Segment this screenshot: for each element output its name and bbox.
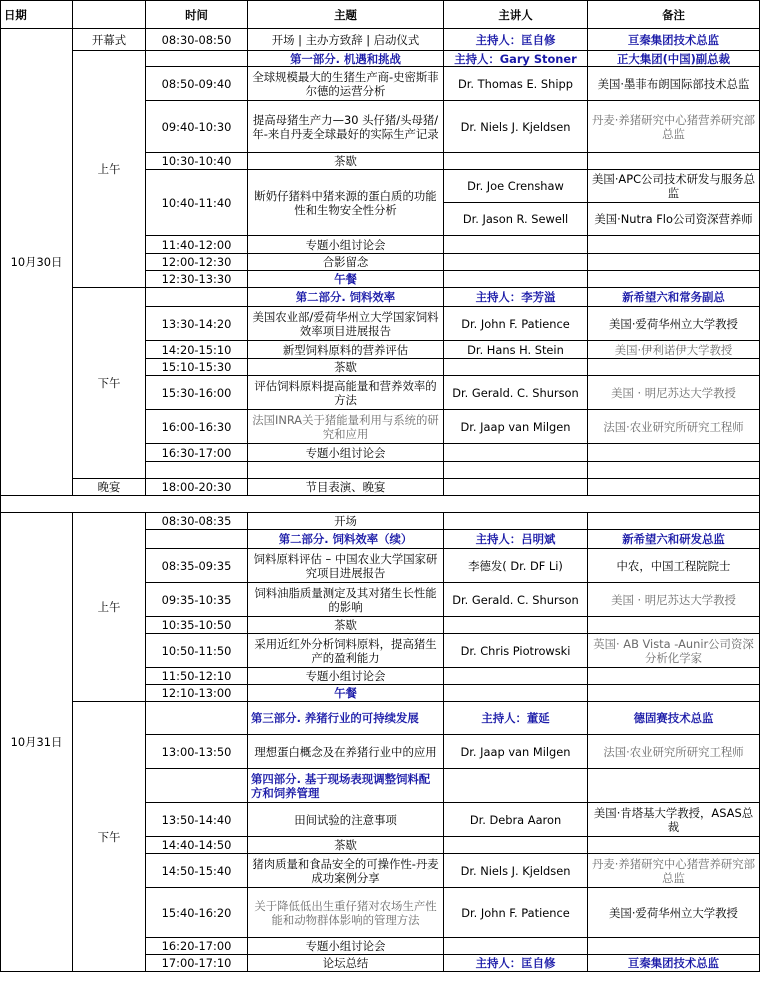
speaker-cell: Dr. Gerald. C. Shurson (444, 376, 588, 410)
speaker-cell (444, 513, 588, 530)
header-note: 备注 (588, 1, 760, 29)
topic-cell: 午餐 (248, 685, 444, 702)
speaker-cell (444, 668, 588, 685)
topic-cell: 提高母猪生产力—30 头仔猪/头母猪/年-来自丹麦全球最好的实际生产记录 (248, 101, 444, 153)
speaker-cell (444, 938, 588, 955)
header-session (73, 1, 146, 29)
topic-cell: 论坛总结 (248, 955, 444, 972)
speaker-cell (444, 769, 588, 803)
section-title: 第二部分. 饲料效率 (248, 288, 444, 307)
time-cell: 15:40-16:20 (146, 888, 248, 938)
table-row (1, 51, 760, 67)
speaker-cell: 主持人：匡自修 (444, 29, 588, 51)
time-cell: 08:50-09:40 (146, 67, 248, 101)
topic-cell: 关于降低低出生重仔猪对农场生产性能和动物群体影响的管理方法 (248, 888, 444, 938)
topic-cell (248, 462, 444, 479)
note-cell: 美国·爱荷华州立大学教授 (588, 888, 760, 938)
section-title: 第二部分. 饲料效率（续） (248, 530, 444, 549)
speaker-cell: Dr. Joe Crenshaw (444, 170, 588, 203)
topic-cell: 茶歇 (248, 359, 444, 376)
time-cell: 10:50-11:50 (146, 634, 248, 668)
note-cell: 新希望六和常务副总 (588, 288, 760, 307)
speaker-cell (444, 254, 588, 271)
speaker-cell: 主持人：董延 (444, 702, 588, 735)
note-cell: 美国·伊利诺伊大学教授 (588, 341, 760, 359)
speaker-cell (444, 617, 588, 634)
time-cell (146, 288, 248, 307)
note-cell: 中农，中国工程院院士 (588, 549, 760, 583)
topic-cell: 专题小组讨论会 (248, 444, 444, 462)
header-row (1, 1, 760, 29)
section-title: 第三部分. 养猪行业的可持续发展 (248, 702, 444, 735)
topic-cell: 评估饲料原料提高能量和营养效率的方法 (248, 376, 444, 410)
note-cell (588, 462, 760, 479)
speaker-cell (444, 236, 588, 254)
speaker-cell: Dr. Hans H. Stein (444, 341, 588, 359)
note-cell (588, 668, 760, 685)
time-cell: 08:30-08:50 (146, 29, 248, 51)
topic-cell: 专题小组讨论会 (248, 668, 444, 685)
topic-cell: 新型饲料原料的营养评估 (248, 341, 444, 359)
note-cell (588, 359, 760, 376)
topic-cell: 专题小组讨论会 (248, 938, 444, 955)
time-cell (146, 702, 248, 735)
topic-cell: 理想蛋白概念及在养猪行业中的应用 (248, 735, 444, 769)
time-cell (146, 462, 248, 479)
time-cell: 15:30-16:00 (146, 376, 248, 410)
topic-cell: 午餐 (248, 271, 444, 288)
time-cell: 11:50-12:10 (146, 668, 248, 685)
session-cell: 下午 (73, 288, 146, 479)
time-cell: 13:30-14:20 (146, 307, 248, 341)
speaker-cell (444, 462, 588, 479)
session-cell: 下午 (73, 702, 146, 972)
note-cell: 美国 · 明尼苏达大学教授 (588, 583, 760, 617)
topic-cell: 开场 | 主办方致辞 | 启动仪式 (248, 29, 444, 51)
time-cell (146, 769, 248, 803)
topic-cell: 茶歇 (248, 153, 444, 170)
speaker-cell: Dr. Thomas E. Shipp (444, 67, 588, 101)
topic-cell: 全球规模最大的生猪生产商-史密斯菲尔德的运营分析 (248, 67, 444, 101)
topic-cell: 采用近红外分析饲料原料，提高猪生产的盈利能力 (248, 634, 444, 668)
table-row (1, 702, 760, 735)
note-cell: 美国·APC公司技术研发与服务总监 (588, 170, 760, 203)
time-cell (146, 51, 248, 67)
topic-cell: 茶歇 (248, 617, 444, 634)
note-cell: 美国 · 明尼苏达大学教授 (588, 376, 760, 410)
note-cell: 亘秦集团技术总监 (588, 955, 760, 972)
day-cell: 10月30日 (1, 29, 73, 496)
header-topic: 主题 (248, 1, 444, 29)
speaker-cell (444, 271, 588, 288)
topic-cell: 专题小组讨论会 (248, 236, 444, 254)
day-separator (1, 496, 760, 513)
topic-cell: 节目表演、晚宴 (248, 479, 444, 496)
speaker-cell: Dr. Gerald. C. Shurson (444, 583, 588, 617)
time-cell: 16:20-17:00 (146, 938, 248, 955)
section-title: 第一部分. 机遇和挑战 (248, 51, 444, 67)
table-row (1, 513, 760, 530)
speaker-cell: Dr. Jaap van Milgen (444, 735, 588, 769)
speaker-cell: 李德发( Dr. DF Li) (444, 549, 588, 583)
note-cell: 丹麦·养猪研究中心猪营养研究部总监 (588, 101, 760, 153)
speaker-cell: Dr. Chris Piotrowski (444, 634, 588, 668)
speaker-cell (444, 359, 588, 376)
speaker-cell: Dr. John F. Patience (444, 307, 588, 341)
time-cell: 15:10-15:30 (146, 359, 248, 376)
note-cell (588, 271, 760, 288)
speaker-cell (444, 153, 588, 170)
topic-cell: 断奶仔猪料中猪来源的蛋白质的功能性和生物安全性分析 (248, 170, 444, 236)
note-cell (588, 444, 760, 462)
header-date: 日期 (1, 1, 73, 29)
time-cell: 13:50-14:40 (146, 803, 248, 837)
note-cell: 美国·Nutra Flo公司资深营养师 (588, 203, 760, 236)
speaker-cell: Dr. Jaap van Milgen (444, 410, 588, 444)
time-cell (146, 530, 248, 549)
session-cell: 晚宴 (73, 479, 146, 496)
note-cell: 新希望六和研发总监 (588, 530, 760, 549)
speaker-cell (444, 444, 588, 462)
note-cell: 法国·农业研究所研究工程师 (588, 735, 760, 769)
time-cell: 16:30-17:00 (146, 444, 248, 462)
header-speaker: 主讲人 (444, 1, 588, 29)
note-cell (588, 153, 760, 170)
note-cell (588, 617, 760, 634)
note-cell (588, 513, 760, 530)
time-cell: 14:40-14:50 (146, 837, 248, 854)
note-cell: 亘秦集团技术总监 (588, 29, 760, 51)
table-row (1, 479, 760, 496)
time-cell: 16:00-16:30 (146, 410, 248, 444)
topic-cell: 开场 (248, 513, 444, 530)
topic-cell: 美国农业部/爱荷华州立大学国家饲料效率项目进展报告 (248, 307, 444, 341)
note-cell: 美国·墨菲布朗国际部技术总监 (588, 67, 760, 101)
note-cell: 德固赛技术总监 (588, 702, 760, 735)
note-cell (588, 769, 760, 803)
speaker-cell (444, 479, 588, 496)
session-cell: 上午 (73, 51, 146, 288)
note-cell (588, 479, 760, 496)
time-cell: 10:30-10:40 (146, 153, 248, 170)
time-cell: 17:00-17:10 (146, 955, 248, 972)
note-cell: 美国·肯塔基大学教授，ASAS总裁 (588, 803, 760, 837)
topic-cell: 合影留念 (248, 254, 444, 271)
speaker-cell: 主持人：Gary Stoner (444, 51, 588, 67)
session-cell: 上午 (73, 513, 146, 702)
note-cell: 英国· AB Vista -Aunir公司资深分析化学家 (588, 634, 760, 668)
section-title: 第四部分. 基于现场表现调整饲料配方和饲养管理 (248, 769, 444, 803)
note-cell (588, 685, 760, 702)
topic-cell: 饲料油脂质量测定及其对猪生长性能的影响 (248, 583, 444, 617)
time-cell: 10:35-10:50 (146, 617, 248, 634)
time-cell: 12:10-13:00 (146, 685, 248, 702)
note-cell (588, 254, 760, 271)
time-cell: 18:00-20:30 (146, 479, 248, 496)
speaker-cell: 主持人：李芳溢 (444, 288, 588, 307)
time-cell: 09:40-10:30 (146, 101, 248, 153)
time-cell: 11:40-12:00 (146, 236, 248, 254)
topic-cell: 法国INRA关于猪能量利用与系统的研究和应用 (248, 410, 444, 444)
topic-cell: 茶歇 (248, 837, 444, 854)
speaker-cell: Dr. Debra Aaron (444, 803, 588, 837)
table-row (1, 29, 760, 51)
speaker-cell: 主持人：吕明斌 (444, 530, 588, 549)
topic-cell: 猪肉质量和食品安全的可操作性-丹麦成功案例分享 (248, 854, 444, 888)
speaker-cell: Dr. Niels J. Kjeldsen (444, 101, 588, 153)
note-cell (588, 837, 760, 854)
time-cell: 12:00-12:30 (146, 254, 248, 271)
note-cell: 美国·爱荷华州立大学教授 (588, 307, 760, 341)
speaker-cell: 主持人：匡自修 (444, 955, 588, 972)
note-cell: 丹麦·养猪研究中心猪营养研究部总监 (588, 854, 760, 888)
speaker-cell (444, 685, 588, 702)
time-cell: 08:30-08:35 (146, 513, 248, 530)
speaker-cell: Dr. John F. Patience (444, 888, 588, 938)
header-time: 时间 (146, 1, 248, 29)
time-cell: 14:20-15:10 (146, 341, 248, 359)
session-cell: 开幕式 (73, 29, 146, 51)
day-cell: 10月31日 (1, 513, 73, 972)
time-cell: 13:00-13:50 (146, 735, 248, 769)
time-cell: 10:40-11:40 (146, 170, 248, 236)
note-cell (588, 938, 760, 955)
note-cell: 正大集团(中国)副总裁 (588, 51, 760, 67)
speaker-cell: Dr. Niels J. Kjeldsen (444, 854, 588, 888)
topic-cell: 田间试验的注意事项 (248, 803, 444, 837)
time-cell: 08:35-09:35 (146, 549, 248, 583)
table-row (1, 288, 760, 307)
time-cell: 14:50-15:40 (146, 854, 248, 888)
note-cell: 法国·农业研究所研究工程师 (588, 410, 760, 444)
speaker-cell: Dr. Jason R. Sewell (444, 203, 588, 236)
topic-cell: 饲料原料评估 – 中国农业大学国家研究项目进展报告 (248, 549, 444, 583)
speaker-cell (444, 837, 588, 854)
separator-cell (1, 496, 760, 513)
time-cell: 12:30-13:30 (146, 271, 248, 288)
time-cell: 09:35-10:35 (146, 583, 248, 617)
note-cell (588, 236, 760, 254)
